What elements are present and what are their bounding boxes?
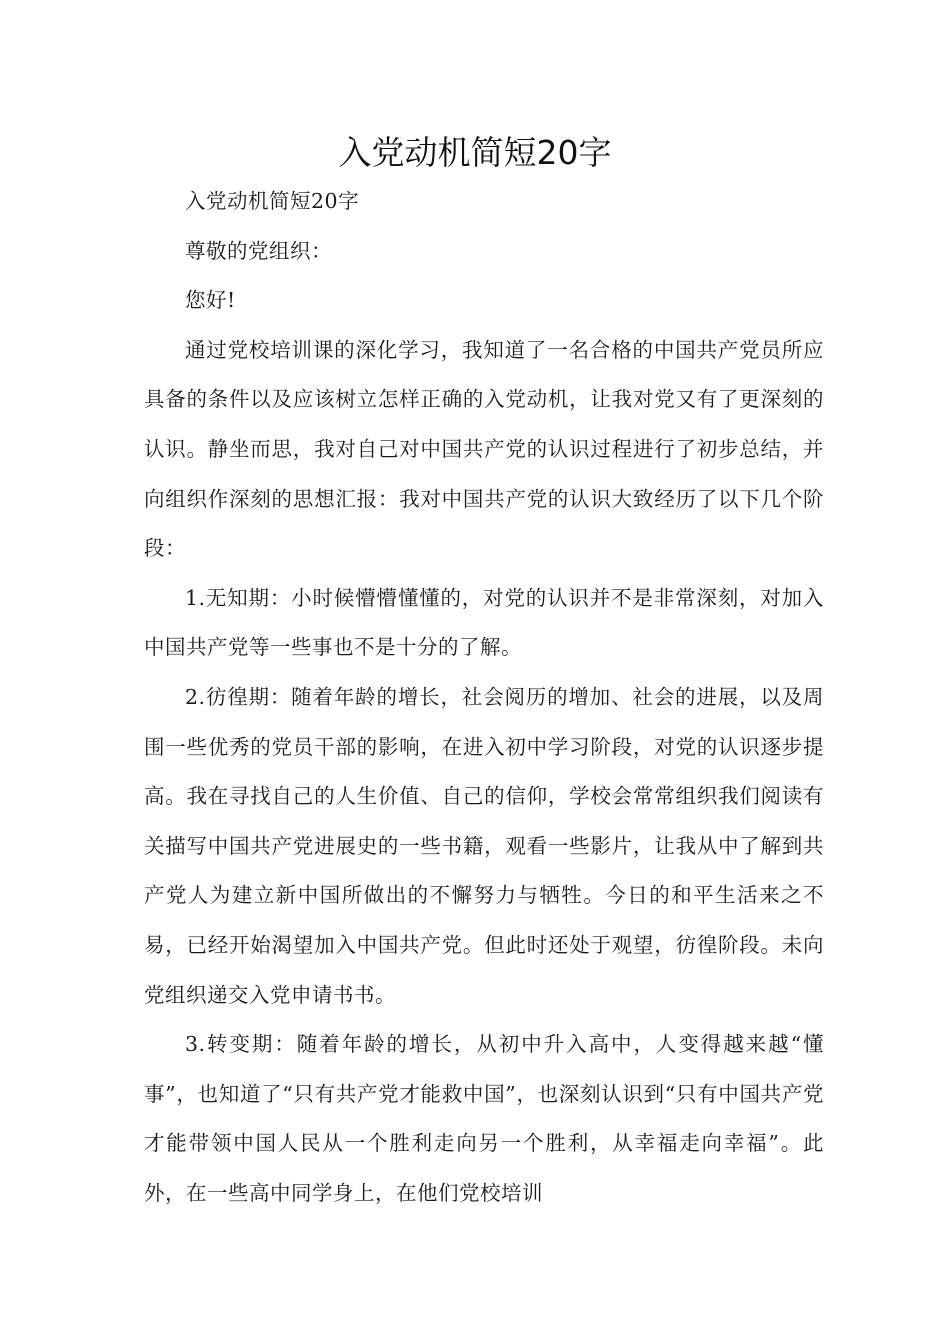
paragraph-greeting: 您好! bbox=[185, 288, 236, 313]
paragraph-stage-2: 2.彷徨期：随着年龄的增长，社会阅历的增加、社会的进展，以及周围一些优秀的党员干部的影响，在进入初中学习阶段，对党的认识逐步提高。我在寻找自己的人生价值、自己的信仰，学校会常常组织我们阅读有关描写中国共产党进展史的一些书籍，观看一些影片，让我从中了解到共产党人为建立新中国所做出的不懈努力与牺牲。今日的和平生活来之不易，已经开始渴望加入中国共产党。但此时还处于观望，彷徨阶段。未向党组织递交入党申请书书。 bbox=[144, 684, 824, 1007]
page-title: 入党动机简短20字 bbox=[338, 133, 612, 172]
paragraph-salutation: 尊敬的党组织： bbox=[185, 238, 332, 263]
document-body bbox=[144, 177, 824, 1218]
paragraph-stage-3: 3.转变期：随着年龄的增长，从初中升入高中，人变得越来越“懂事”，也知道了“只有共产党才能救中国”，也深刻认识到“只有中国共产党才能带领中国人民从一个胜利走向另一个胜利，从幸福走向幸福”。此外，在一些高中同学身上，在他们党校培训 bbox=[144, 1032, 824, 1205]
paragraph-stage-1: 1.无知期：小时候懵懵懂懂的，对党的认识并不是非常深刻，对加入中国共产党等一些事也不是十分的了解。 bbox=[144, 585, 824, 660]
paragraph-intro: 通过党校培训课的深化学习，我知道了一名合格的中国共产党员所应具备的条件以及应该树立怎样正确的入党动机，让我对党又有了更深刻的认识。静坐而思，我对自己对中国共产党的认识过程进行了初步总结，并向组织作深刻的思想汇报：我对中国共产党的认识大致经历了以下几个阶段： bbox=[144, 337, 824, 561]
paragraph-subtitle: 入党动机简短20字 bbox=[185, 189, 360, 213]
